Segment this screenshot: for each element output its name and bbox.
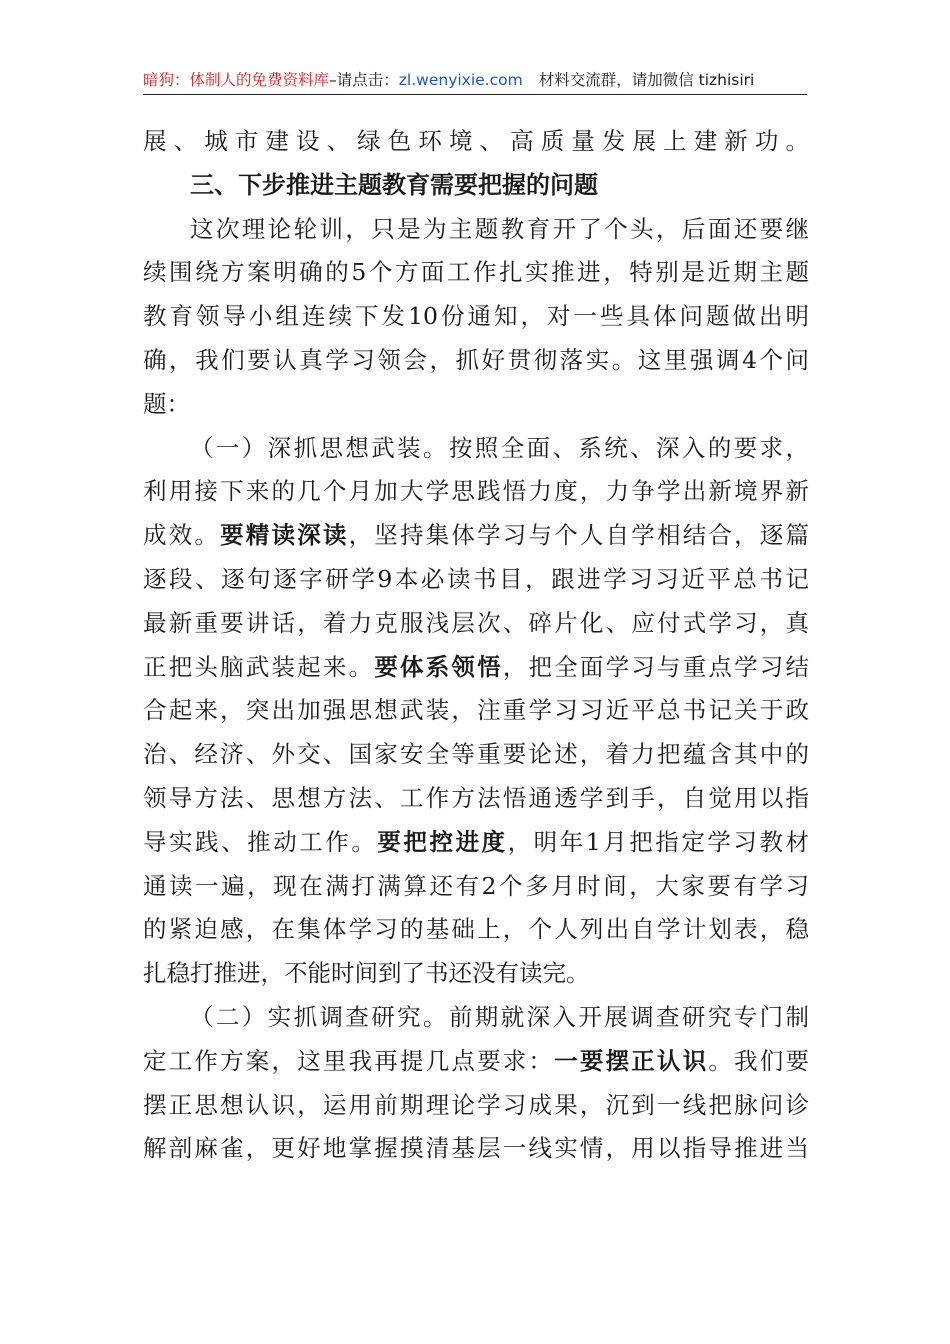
line-text: 成效。 <box>143 521 221 550</box>
line-text: 治、经济、外交、国家安全等重要论述，着力把蕴含其中的 <box>143 740 809 769</box>
text-line <box>143 208 809 252</box>
line-text: 正把头脑武装起来。 <box>143 652 375 681</box>
line-text: （一）深抓思想武装。按照全面、系统、深入的要求， <box>190 433 809 462</box>
document-body <box>143 120 809 1171</box>
text-line <box>143 733 809 777</box>
text-line <box>143 821 809 865</box>
line-text: 扎稳打推进，不能时间到了书还没有读完。 <box>143 959 590 988</box>
line-text: 解剖麻雀，更好地掌握摸清基层一线实情，用以指导推进当 <box>143 1134 809 1163</box>
text-line <box>143 952 809 996</box>
line-text: 最新重要讲话，着力克服浅层次、碎片化、应付式学习，真 <box>143 608 809 637</box>
text-line <box>143 383 809 427</box>
text-line <box>143 1084 809 1128</box>
header-url-link[interactable]: zl.wenyixie.com <box>398 71 523 89</box>
section-heading <box>143 164 809 208</box>
text-line <box>143 602 809 646</box>
bold-emphasis: 要精读深读 <box>220 521 349 550</box>
text-line <box>143 996 809 1040</box>
line-text: 利用接下来的几个月加大学思践悟力度，力争学出新境界新 <box>143 477 809 506</box>
text-line <box>143 777 809 821</box>
line-text: 合起来，突出加强思想武装，注重学习习近平总书记关于政 <box>143 696 809 725</box>
page-header <box>143 66 807 95</box>
line-text: 摆正思想认识，运用前期理论学习成果，沉到一线把脉问诊 <box>143 1090 809 1119</box>
line-text: 领导方法、思想方法、工作方法悟通透学到手，自觉用以指 <box>143 783 809 812</box>
text-line <box>143 1040 809 1084</box>
line-text: ，明年1月把指定学习教材 <box>507 827 809 856</box>
header-click-prompt: –请点击： <box>329 71 399 89</box>
bold-emphasis: 一要摆正认识 <box>554 1046 709 1075</box>
line-text: 这次理论轮训，只是为主题教育开了个头，后面还要继 <box>190 214 809 243</box>
line-text: 确，我们要认真学习领会，抓好贯彻落实。这里强调4个问 <box>143 345 809 374</box>
bold-emphasis: 要体系领悟 <box>374 652 503 681</box>
line-text: 题： <box>143 389 190 418</box>
text-line <box>143 514 809 558</box>
line-text: 教育领导小组连续下发10份通知，对一些具体问题做出明 <box>143 302 809 331</box>
line-text: 展、城市建设、绿色环境、高质量发展上建新功。 <box>143 127 809 155</box>
line-text: ，把全面学习与重点学习结 <box>502 652 809 681</box>
text-line <box>143 427 809 471</box>
text-line <box>143 558 809 602</box>
line-text: 。我们要 <box>708 1046 809 1075</box>
line-text: 的紧迫感，在集体学习的基础上，个人列出自学计划表，稳 <box>143 915 809 944</box>
line-text: 逐段、逐句逐字研学9本必读书目，跟进学习习近平总书记 <box>143 564 809 593</box>
text-line <box>143 251 809 295</box>
heading-text: 三、下步推进主题教育需要把握的问题 <box>190 170 598 199</box>
text-line <box>143 295 809 339</box>
text-line <box>143 865 809 909</box>
text-line <box>143 470 809 514</box>
line-text: 通读一遍，现在满打满算还有2个多月时间，大家要有学习 <box>143 871 809 900</box>
line-text: 定工作方案，这里我再提几点要求： <box>143 1046 555 1075</box>
text-line <box>143 689 809 733</box>
line-text: 续围绕方案明确的5个方面工作扎实推进，特别是近期主题 <box>143 258 809 287</box>
bold-emphasis: 要把控进度 <box>377 827 508 856</box>
line-text: 导实践、推动工作。 <box>143 827 378 856</box>
text-line <box>143 339 809 383</box>
line-text: （二）实抓调查研究。前期就深入开展调查研究专门制 <box>190 1002 809 1031</box>
text-line <box>143 908 809 952</box>
text-line <box>143 120 809 164</box>
line-text: ，坚持集体学习与个人自学相结合，逐篇 <box>348 521 809 550</box>
header-group-note: 材料交流群，请加微信 tizhisiri <box>538 71 755 89</box>
text-line <box>143 1127 809 1171</box>
header-site-name: 暗狗：体制人的免费资料库 <box>143 71 330 89</box>
text-line <box>143 646 809 690</box>
